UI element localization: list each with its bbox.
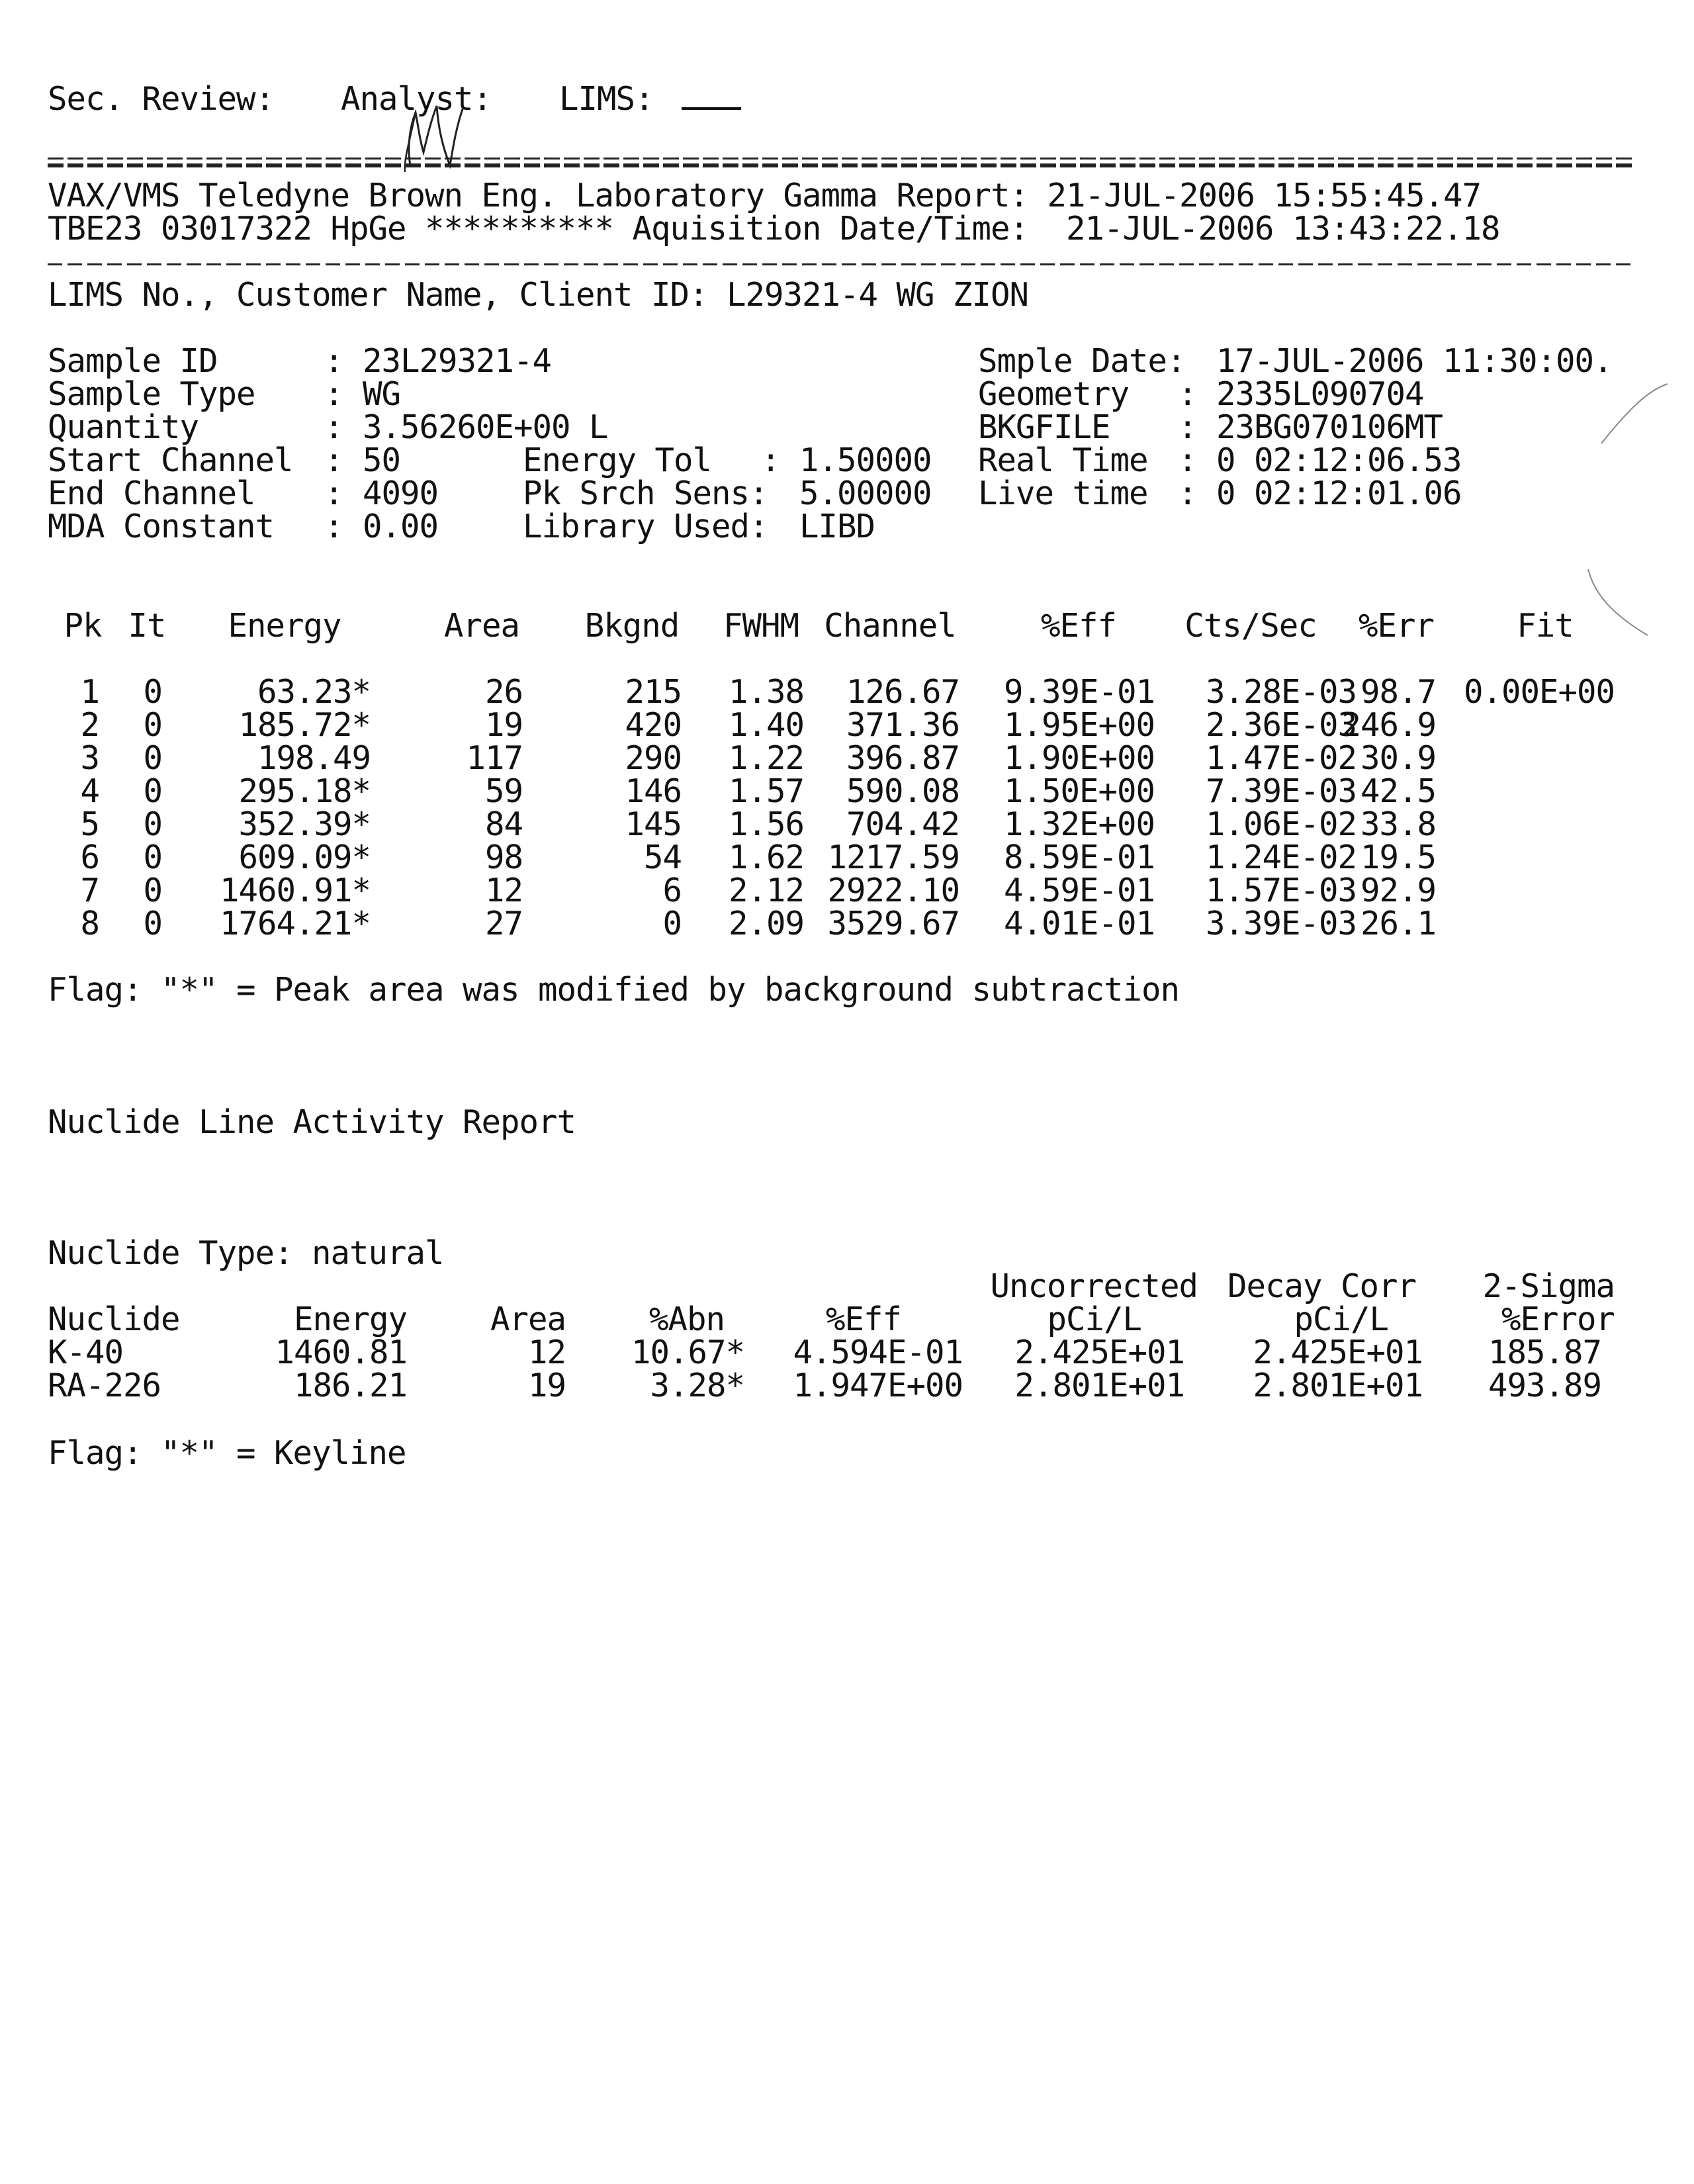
- colon: :: [1178, 475, 1197, 512]
- energy-tol-value: 1.50000: [799, 441, 932, 479]
- peak-cell-cts-sec: 1.06E-02: [1205, 805, 1357, 843]
- peak-header-channel: Channel: [824, 607, 956, 645]
- peak-cell-fwhm: 1.62: [728, 839, 804, 876]
- nuclide-cell-uncorrected: 2.425E+01: [1014, 1334, 1184, 1371]
- peak-cell-channel: 3529.67: [827, 905, 959, 942]
- peak-cell-it: 0: [143, 772, 162, 810]
- nuclide-cell-uncorrected: 2.801E+01: [1014, 1367, 1184, 1404]
- peak-cell-channel: 704.42: [846, 805, 959, 843]
- colon: :: [324, 475, 343, 512]
- pk-srch-sens-label: Pk Srch Sens:: [523, 475, 768, 512]
- peak-cell-channel: 2922.10: [827, 872, 959, 909]
- library-used-value: LIBD: [799, 508, 875, 545]
- nuclide-header-sigma-error: %Error: [1501, 1300, 1615, 1338]
- peak-cell-pk: 7: [80, 872, 99, 909]
- sample-type-label: Sample Type: [48, 375, 255, 413]
- nuclide-cell-sigma-error: 185.87: [1488, 1334, 1601, 1371]
- peak-cell-pk: 8: [80, 905, 99, 942]
- peak-cell-channel: 371.36: [846, 706, 959, 744]
- peak-cell-bkgnd: 290: [625, 739, 682, 777]
- peak-header-bkgnd: Bkgnd: [584, 607, 680, 645]
- peak-cell-bkgnd: 146: [625, 772, 682, 810]
- start-channel-label: Start Channel: [48, 441, 293, 479]
- peak-cell-bkgnd: 54: [643, 839, 682, 876]
- peak-cell-fit: 0.00E+00: [1463, 673, 1615, 711]
- nuclide-cell-eff: 1.947E+00: [793, 1367, 963, 1404]
- peak-cell-energy: 609.09*: [238, 839, 371, 876]
- peak-cell-eff: 1.90E+00: [1003, 739, 1155, 777]
- library-used-label: Library Used:: [523, 508, 768, 545]
- nuclide-cell-decay-corr: 2.425E+01: [1253, 1334, 1423, 1371]
- peak-cell-fwhm: 2.12: [728, 872, 804, 909]
- peak-cell-it: 0: [143, 706, 162, 744]
- peak-cell-eff: 1.95E+00: [1003, 706, 1155, 744]
- end-channel-label: End Channel: [48, 475, 255, 512]
- peak-cell-fwhm: 1.57: [728, 772, 804, 810]
- peak-cell-area: 117: [466, 739, 523, 777]
- peak-cell-energy: 352.39*: [238, 805, 371, 843]
- peak-cell-channel: 396.87: [846, 739, 959, 777]
- nuclide-header-top-sigma-error: 2-Sigma: [1482, 1267, 1615, 1305]
- peak-cell-bkgnd: 215: [625, 673, 682, 711]
- peak-cell-err: 30.9: [1360, 739, 1436, 777]
- peak-cell-cts-sec: 1.57E-03: [1205, 872, 1357, 909]
- colon: :: [324, 375, 343, 413]
- peak-cell-err: 42.5: [1360, 772, 1436, 810]
- lims-label: LIMS:: [559, 80, 654, 118]
- peak-cell-energy: 1764.21*: [219, 905, 371, 942]
- end-channel-value: 4090: [363, 475, 439, 512]
- peak-cell-fwhm: 1.38: [728, 673, 804, 711]
- nuclide-cell-energy: 1460.81: [275, 1334, 407, 1371]
- geometry-label: Geometry: [978, 375, 1130, 413]
- peak-cell-channel: 126.67: [846, 673, 959, 711]
- nuclide-cell-nuclide: RA-226: [48, 1367, 161, 1404]
- peak-cell-cts-sec: 2.36E-03: [1205, 706, 1357, 744]
- peak-cell-energy: 63.23*: [257, 673, 371, 711]
- nuclide-header-nuclide: Nuclide: [48, 1300, 180, 1338]
- sample-date-value: 17-JUL-2006 11:30:00.: [1216, 342, 1613, 380]
- peak-cell-err: 246.9: [1341, 706, 1436, 744]
- acquisition-line: TBE23 03017322 HpGe ********** Aquisition Date/Time: 21-JUL-2006 13:43:22.18: [48, 210, 1500, 248]
- peak-cell-fwhm: 1.22: [728, 739, 804, 777]
- sec-review-label: Sec. Review:: [48, 80, 275, 118]
- nuclide-cell-energy: 186.21: [293, 1367, 407, 1404]
- keyline-flag-note: Flag: "*" = Keyline: [48, 1434, 406, 1472]
- real-time-label: Real Time: [978, 441, 1148, 479]
- peak-cell-eff: 8.59E-01: [1003, 839, 1155, 876]
- peak-header-area: Area: [443, 607, 519, 645]
- colon: :: [324, 342, 343, 380]
- nuclide-cell-eff: 4.594E-01: [793, 1334, 963, 1371]
- peak-cell-energy: 1460.91*: [219, 872, 371, 909]
- peak-cell-fwhm: 2.09: [728, 905, 804, 942]
- mda-constant-label: MDA Constant: [48, 508, 275, 545]
- peak-cell-area: 26: [484, 673, 523, 711]
- peak-cell-energy: 185.72*: [238, 706, 371, 744]
- nuclide-header-abn: %Abn: [648, 1300, 725, 1338]
- colon: :: [324, 408, 343, 446]
- peak-cell-channel: 590.08: [846, 772, 959, 810]
- nuclide-header-decay-corr: pCi/L: [1294, 1300, 1388, 1338]
- peak-cell-area: 98: [484, 839, 523, 876]
- nuclide-cell-area: 12: [527, 1334, 566, 1371]
- peak-header-fwhm: FWHM: [723, 607, 799, 645]
- peak-cell-energy: 198.49: [257, 739, 371, 777]
- lims-blank: [682, 81, 741, 118]
- colon: :: [1178, 441, 1197, 479]
- energy-tol-label: Energy Tol: [523, 441, 712, 479]
- peak-cell-eff: 4.59E-01: [1003, 872, 1155, 909]
- nuclide-header-area: Area: [490, 1300, 566, 1338]
- colon: :: [324, 508, 343, 545]
- bkgfile-label: BKGFILE: [978, 408, 1110, 446]
- live-time-value: 0 02:12:01.06: [1216, 475, 1462, 512]
- sample-type-value: WG: [363, 375, 401, 413]
- peak-cell-pk: 6: [80, 839, 99, 876]
- peak-cell-pk: 2: [80, 706, 99, 744]
- peak-header-it: It: [128, 607, 166, 645]
- nuclide-type-line: Nuclide Type: natural: [48, 1234, 444, 1272]
- nuclide-cell-decay-corr: 2.801E+01: [1253, 1367, 1423, 1404]
- start-channel-value: 50: [363, 441, 401, 479]
- nuclide-cell-abn: 10.67*: [631, 1334, 744, 1371]
- peak-cell-pk: 4: [80, 772, 99, 810]
- peak-cell-eff: 1.32E+00: [1003, 805, 1155, 843]
- peak-cell-eff: 4.01E-01: [1003, 905, 1155, 942]
- peak-cell-pk: 5: [80, 805, 99, 843]
- peak-cell-cts-sec: 3.28E-03: [1205, 673, 1357, 711]
- peak-cell-area: 19: [484, 706, 523, 744]
- peak-header-energy: Energy: [228, 607, 341, 645]
- peak-cell-fwhm: 1.56: [728, 805, 804, 843]
- peak-cell-pk: 1: [80, 673, 99, 711]
- peak-cell-it: 0: [143, 805, 162, 843]
- geometry-value: 2335L090704: [1216, 375, 1424, 413]
- colon: :: [761, 441, 780, 479]
- peak-cell-cts-sec: 1.24E-02: [1205, 839, 1357, 876]
- peak-header-fit: Fit: [1517, 607, 1574, 645]
- nuclide-header-top-decay-corr: Decay Corr: [1227, 1267, 1416, 1305]
- peak-flag-note: Flag: "*" = Peak area was modified by background subtraction: [48, 971, 1180, 1009]
- live-time-label: Live time: [978, 475, 1148, 512]
- double-separator: [48, 158, 1636, 159]
- peak-cell-cts-sec: 1.47E-02: [1205, 739, 1357, 777]
- nuclide-header-uncorrected: pCi/L: [1047, 1300, 1141, 1338]
- nuclide-header-top-uncorrected: Uncorrected: [990, 1267, 1198, 1305]
- peak-header-pk: Pk: [64, 607, 102, 645]
- peak-cell-err: 26.1: [1360, 905, 1436, 942]
- quantity-value: 3.56260E+00 L: [363, 408, 608, 446]
- mda-constant-value: 0.00: [363, 508, 439, 545]
- peak-header-cts-sec: Cts/Sec: [1184, 607, 1317, 645]
- peak-cell-it: 0: [143, 739, 162, 777]
- bkgfile-value: 23BG070106MT: [1216, 408, 1443, 446]
- peak-cell-area: 59: [484, 772, 523, 810]
- nuclide-cell-nuclide: K-40: [48, 1334, 124, 1371]
- peak-cell-energy: 295.18*: [238, 772, 371, 810]
- nuclide-report-title: Nuclide Line Activity Report: [48, 1103, 576, 1141]
- peak-cell-bkgnd: 420: [625, 706, 682, 744]
- sample-id-label: Sample ID: [48, 342, 218, 380]
- peak-cell-err: 98.7: [1360, 673, 1436, 711]
- peak-cell-channel: 1217.59: [827, 839, 959, 876]
- peak-cell-err: 19.5: [1360, 839, 1436, 876]
- colon: :: [1178, 375, 1197, 413]
- peak-cell-cts-sec: 7.39E-03: [1205, 772, 1357, 810]
- peak-cell-area: 12: [484, 872, 523, 909]
- peak-cell-it: 0: [143, 905, 162, 942]
- colon: :: [324, 441, 343, 479]
- margin-marks: [1575, 371, 1681, 662]
- peak-header-err: %Err: [1358, 607, 1434, 645]
- peak-cell-bkgnd: 6: [662, 872, 682, 909]
- report-title-line: VAX/VMS Teledyne Brown Eng. Laboratory Gamma Report: 21-JUL-2006 15:55:45.47: [48, 177, 1482, 214]
- peak-cell-it: 0: [143, 839, 162, 876]
- nuclide-header-energy: Energy: [293, 1300, 407, 1338]
- peak-cell-it: 0: [143, 872, 162, 909]
- nuclide-cell-sigma-error: 493.89: [1488, 1367, 1601, 1404]
- peak-header-eff: %Eff: [1040, 607, 1116, 645]
- peak-cell-eff: 1.50E+00: [1003, 772, 1155, 810]
- sample-date-label: Smple Date:: [978, 342, 1186, 380]
- analyst-label: Analyst:: [341, 80, 492, 118]
- peak-cell-eff: 9.39E-01: [1003, 673, 1155, 711]
- quantity-label: Quantity: [48, 408, 199, 446]
- peak-cell-cts-sec: 3.39E-03: [1205, 905, 1357, 942]
- peak-cell-area: 27: [484, 905, 523, 942]
- colon: :: [1178, 408, 1197, 446]
- dash-separator: [48, 263, 1636, 265]
- peak-cell-it: 0: [143, 673, 162, 711]
- peak-cell-err: 33.8: [1360, 805, 1436, 843]
- double-separator-lower: [48, 165, 1636, 167]
- nuclide-cell-area: 19: [527, 1367, 566, 1404]
- peak-cell-err: 92.9: [1360, 872, 1436, 909]
- peak-cell-bkgnd: 0: [662, 905, 682, 942]
- peak-cell-fwhm: 1.40: [728, 706, 804, 744]
- real-time-value: 0 02:12:06.53: [1216, 441, 1462, 479]
- peak-cell-pk: 3: [80, 739, 99, 777]
- nuclide-header-eff: %Eff: [825, 1300, 901, 1338]
- sample-id-value: 23L29321-4: [363, 342, 552, 380]
- lims-client-line: LIMS No., Customer Name, Client ID: L29321-4 WG ZION: [48, 276, 1029, 314]
- peak-cell-bkgnd: 145: [625, 805, 682, 843]
- peak-cell-area: 84: [484, 805, 523, 843]
- pk-srch-sens-value: 5.00000: [799, 475, 932, 512]
- nuclide-cell-abn: 3.28*: [650, 1367, 744, 1404]
